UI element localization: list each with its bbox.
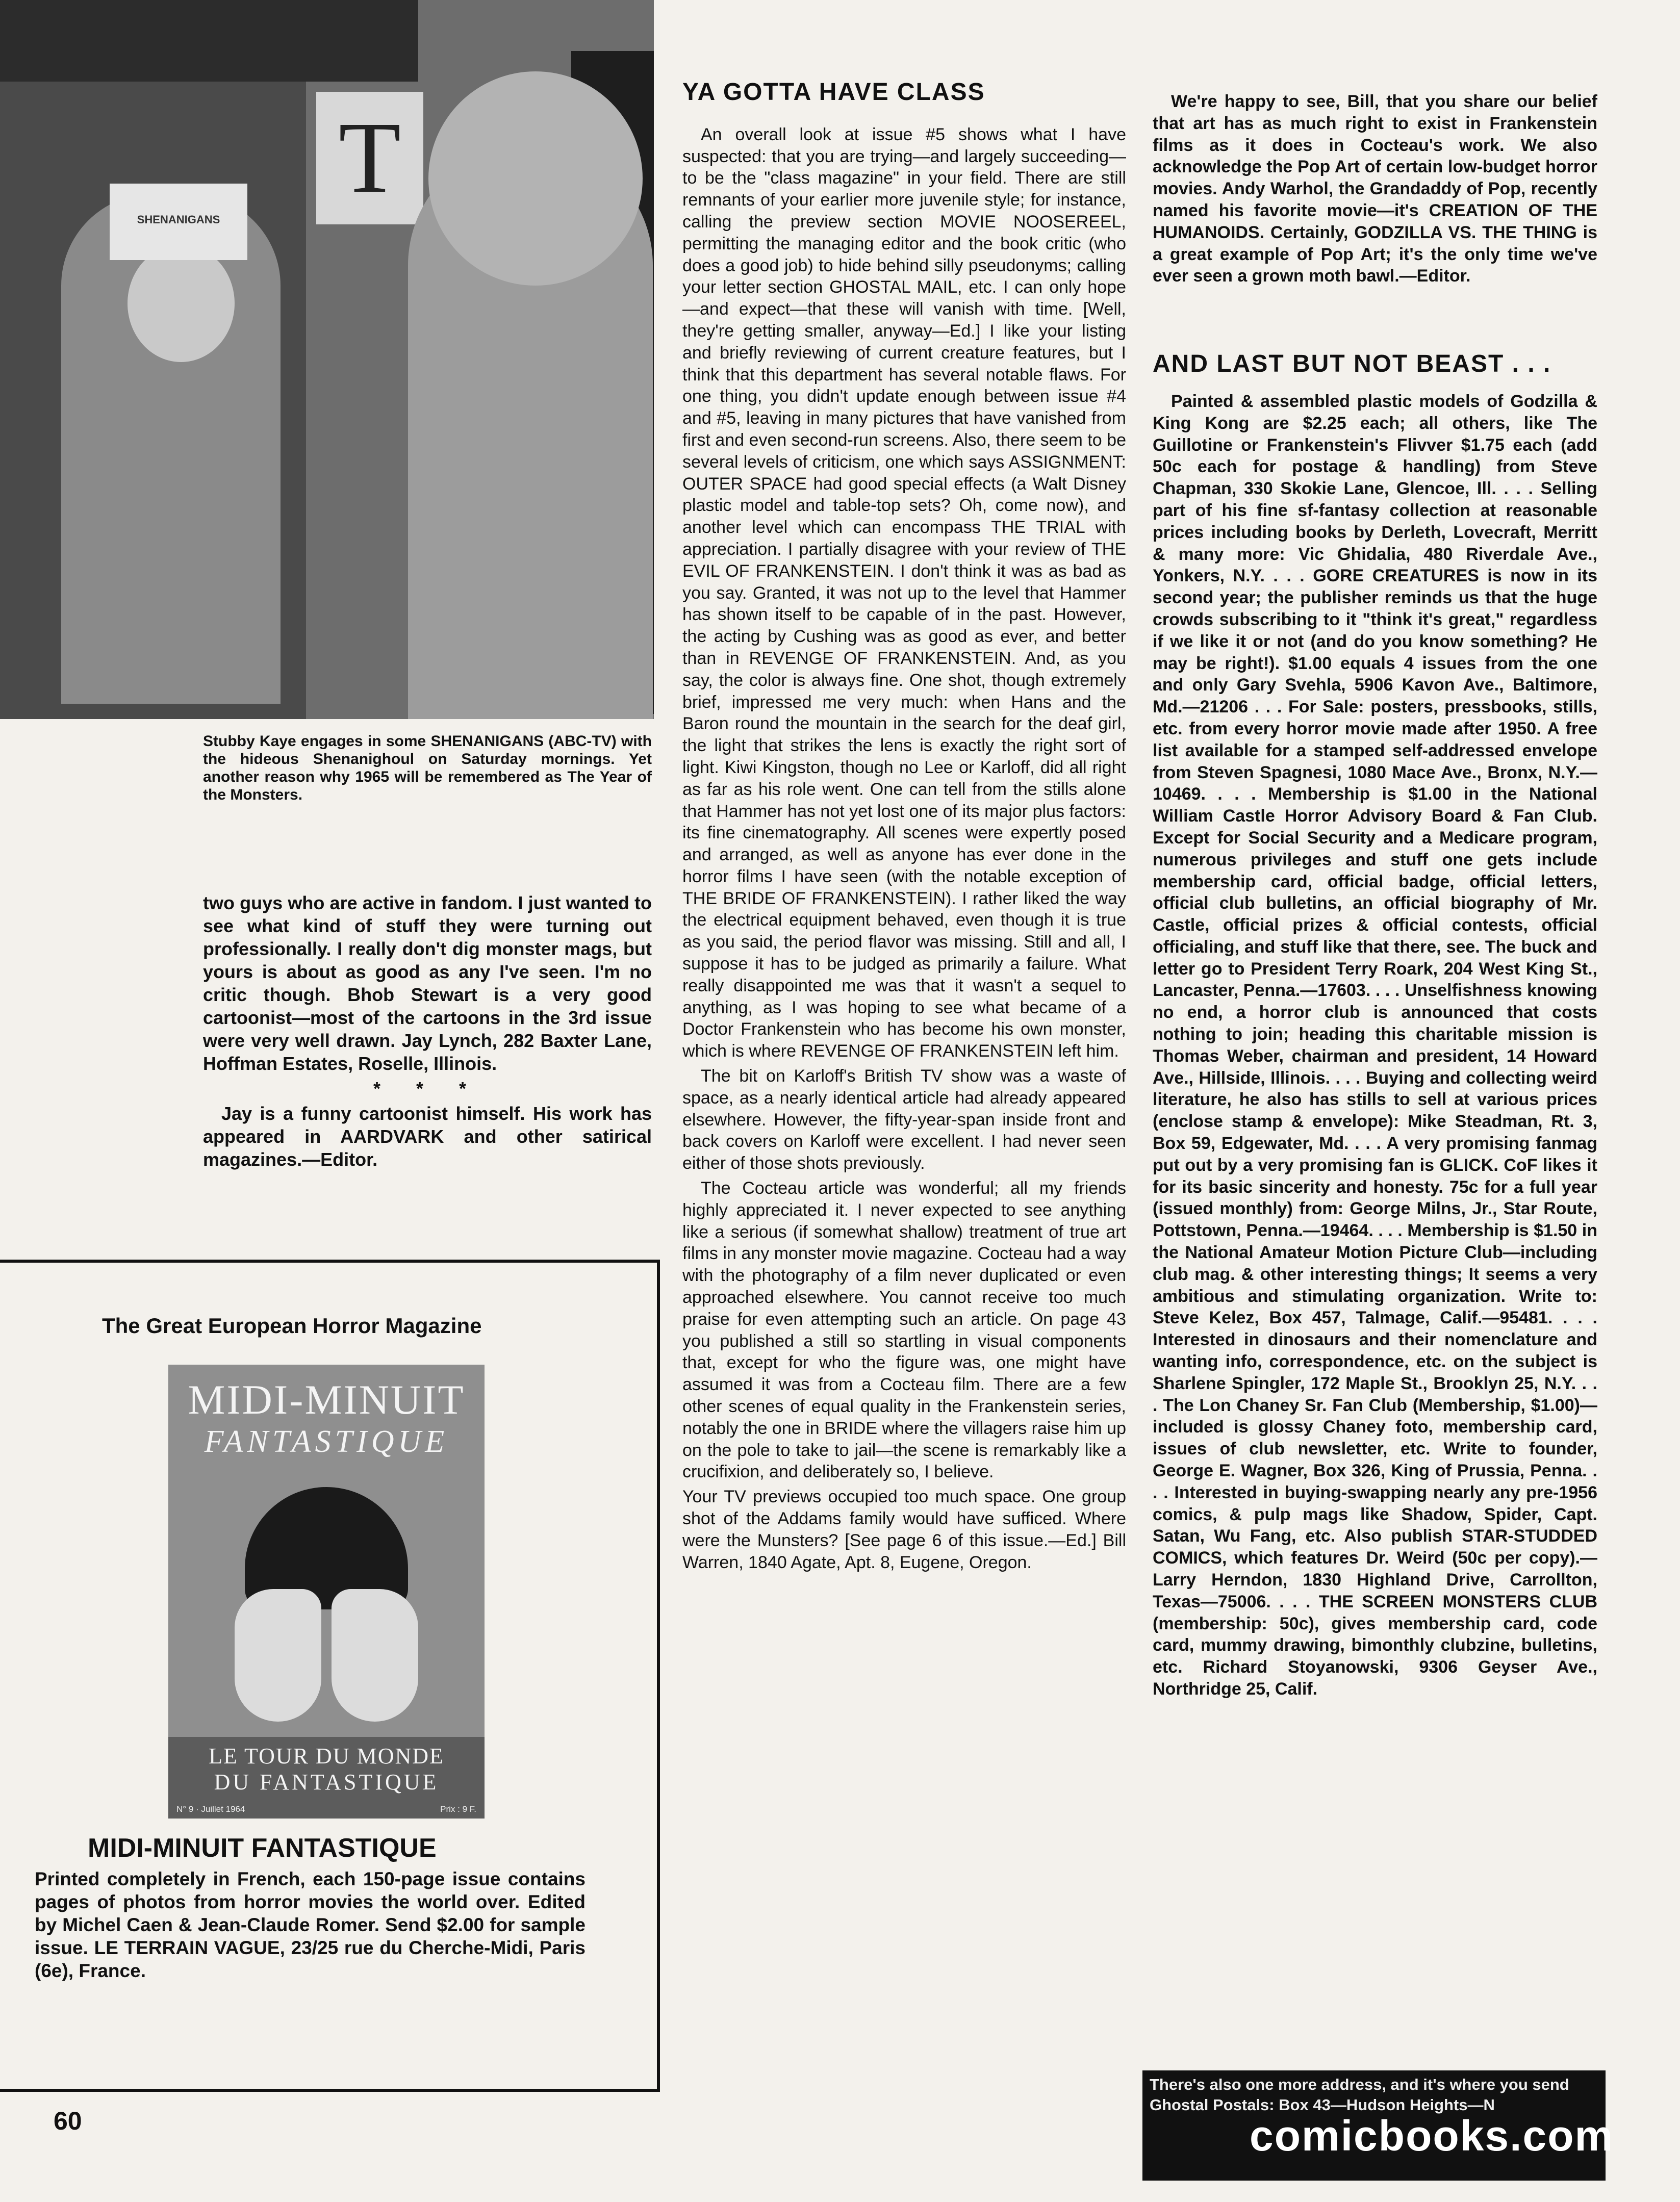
cover-title-line1: MIDI-MINUIT	[188, 1376, 465, 1423]
footer-note-text: There's also one more address, and it's where you send Ghostal Postals: Box 43—Hudson Heights—N	[1150, 2076, 1569, 2114]
beast-heading: AND LAST BUT NOT BEAST . . .	[1153, 350, 1551, 378]
photo-man-face	[128, 245, 235, 362]
fan-listings: Painted & assembled plastic models of Godzilla & King Kong are $2.25 each; all others, like The Guillotine or Frankenstein's Flivver $1.75 each (add 50c each for postage & handling) from Steve Chapman, 330 Skokie Lane, Glencoe, Ill. . . . Selling part of his fine sf-fantasy collection at reasonable prices including books by Derleth, Lovecraft, Merritt & many more: Vic Ghidalia, 480 Riverdale Ave., Yonkers, N.Y. . . . GORE CREATURES is now in its second year; the publisher reminds us that the huge crowds subscribing to it "think it's great," regardless if we like it or not (and do you know something? He may be right!). $1.00 equals 4 issues from the one and only Gary Svehla, 5906 Kavon Ave., Baltimore, Md.—21206 . . . For Sale: posters, pressbooks, stills, etc. from every horror movie made after 1950. A free list available for a stamped self-addressed envelope from Steven Spagnesi, 1080 Mace Ave., Bronx, N.Y.—10469. . . . Membership is $1.00 in the National William Castle Horror Advisory Board & Fan Club. Except for Social Security and a Medicare program, numerous privileges and stuff one gets include membership card, official badge, official letters, official club bulletins, an official biography of Mr. Castle, official prizes & official contests, official officialing, and stuff like that there, see. The buck and letter go to President Terry Roark, 204 West King St., Lancaster, Penna.—17603. . . . Unselfishness knowing no end, a horror club is announced that costs nothing to join; heading this charitable mission is Thomas Weber, chairman and president, 14 Howard Ave., Hillside, Illinois. . . . Buying and collecting weird literature, he also has stills to sell at various prices (enclose stamp & envelope): Mike Steadman, Rt. 3, Box 59, Edgewater, Md. . . . A very promising fanmag put out by a very promising fan is GLICK. CoF likes it for its basic sincerity and honesty. 75c for a full year (issued monthly) from: George Milns, Jr., Star Route, Pottstown, Penna.—19464. . . . Membership is $1.50 in the National Amateur Motion Picture Club—including club mag. & other interesting things; It seems a very ambitious and stimulating organization. Write to: Steve Kelez, Box 457, Talmage, Calif.—95481. . . . Interested in dinosaurs and their nomenclature and wanting info, correspondence, etc. on the subject is Sharlene Spingler, 172 Maple St., Brooklyn 25, N.Y. . . . The Lon Chaney Sr. Fan Club (Membership, $1.00)—included is glossy Chaney foto, membership card, issues of club newsletter, etc. Write to founder, George E. Wagner, Box 326, King of Prussia, Penna. . . . Interested in buying-swapping nearly any pre-1956 comics, & pulp mags like Shadow, Spider, Capt. Satan, Wu Fang, etc. Also publish STAR-STUDDED COMICS, which features Dr. Weird (50c per copy).—Larry Herndon, 1830 Highland Drive, Carrollton, Texas—75006. . . . THE SCREEN MONSTERS CLUB (membership: 50c), gives membership card, code card, mummy drawing, bimonthly clubzine, bulletins, etc. Richard Stoyanowski, 9306 Geyser Ave., Northridge 25, Calif.	[1153, 391, 1597, 1699]
cover-banner-line1: LE TOUR DU MONDE	[209, 1744, 444, 1769]
stubby-kaye-photo	[0, 0, 654, 719]
cover-issue: N° 9 · Juillet 1964	[176, 1804, 245, 1814]
right-column	[1153, 91, 1597, 1703]
cover-title-line2: FANTASTIQUE	[204, 1424, 449, 1459]
photo-hat	[110, 184, 247, 260]
midi-minuit-ad	[0, 1260, 660, 2092]
page-number: 60	[54, 2107, 82, 2135]
letter-paragraph-3: The Cocteau article was wonderful; all my friends highly appreciated it. I never expected to see anything like a serious (if somewhat shallow) treatment of true art films in any monster movie magazine. Cocteau had a way with the photography of a film never duplicated or even approached elsewhere. You cannot receive too much praise for even attempting such an article. On page 43 you published a still so startling in visual components that, except for who the figure was, one might have assumed it was from a Cocteau film. There are a few other scenes of equal quality in the Frankenstein series, notably the one in BRIDE where the villagers raise him up on the pole to take to jail—the scene is remarkably like a crucifixion, and deliberately so, I believe.	[682, 1179, 1126, 1482]
cover-banner-line2: DU FANTASTIQUE	[214, 1770, 439, 1795]
ad-title: MIDI-MINUIT FANTASTIQUE	[88, 1833, 437, 1863]
cover-face-left	[235, 1589, 321, 1722]
photo-sign-strip	[0, 0, 418, 82]
photo-sign-letter: T	[316, 92, 423, 224]
letter-paragraph-1: An overall look at issue #5 shows what I have suspected: that you are trying—and largely succeeding—to be the "class magazine" in your field. There are still remnants of your earlier more juvenile style; for instance, calling the preview section MOVIE NOOSEREEL, permitting the managing editor and the book critic (who does a good job) to hide behind silly pseudonyms; calling your letter section GHOSTAL MAIL, etc. I can only hope—and expect—that these will vanish with time. [Well, they're getting smaller, anyway—Ed.] I like your listing and briefly reviewing of current creature features, but I think that this department has several notable flaws. For one thing, you didn't update enough between issue #4 and #5, leaving in many pictures that have vanished from first and even second-run screens. Also, there seem to be several levels of criticism, one which says ASSIGNMENT: OUTER SPACE had good special effects (a Walt Disney plastic model and table-top sets? Oh, come now), and another level which can encompass THE TRIAL with appreciation. I partially disagree with your review of THE EVIL OF FRANKENSTEIN. I don't think it was as bad as you say. Granted, it was not up to the level that Hammer has shown itself to be capable of in the past. However, the acting by Cushing was as good as ever, and better than in REVENGE OF FRANKENSTEIN. And, as you say, the color is always fine. One shot, though extremely brief, impressed me very much: when Hans and the Baron round the mountain in the search for the deaf girl, the light that strikes the lens is exactly the right sort of light. Kiwi Kingston, though no Lee or Karloff, did all right as far as his role went. One can tell from the stills alone that Hammer has not yet lost one of its major plus factors: its fine cinematography. All scenes were expertly posed and arranged, as well as anyone has ever done in the horror films I have seen (with the notable exception of THE BRIDE OF FRANKENSTEIN). I rather liked the way the electrical equipment behaved, even though it is true as you said, the period flavor was missing. Still and all, I suppose it has to be judged as primarily a failure. What really disappointed me was that it wasn't a sequel to anything, as I was hoping to see what became of a Doctor Frankenstein who has become his own monster, which is where REVENGE OF FRANKENSTEIN left him.	[682, 124, 1126, 1061]
editor-reply-left: Jay is a funny cartoonist himself. His work has appeared in AARDVARK and other satirical magazines.—Editor.	[203, 1103, 652, 1170]
letter-paragraph-4: Your TV previews occupied too much space. One group shot of the Addams family would have sufficed. Where were the Munsters? [See page 6 of this issue.—Ed.] Bill Warren, 1840 Agate, Apt. 8, Eugene, Oregon.	[682, 1487, 1126, 1572]
cover-face-right	[332, 1589, 418, 1722]
photo-hat-text: SHENANIGANS	[137, 213, 220, 226]
watermark: comicbooks.com	[1250, 2112, 1614, 2160]
photo-monster-head	[428, 71, 643, 286]
magazine-cover	[168, 1365, 485, 1819]
ad-heading: The Great European Horror Magazine	[102, 1314, 482, 1338]
ad-body: Printed completely in French, each 150-page issue contains pages of photos from horror movies the world over. Edited by Michel Caen & Jean-Claude Romer. Send $2.00 for sample issue. LE TERRAIN VAGUE, 23/25 rue du Cherche-Midi, Paris (6e), France.	[35, 1868, 586, 1981]
cover-banner	[168, 1737, 485, 1819]
cover-portrait	[224, 1487, 428, 1722]
left-column	[203, 891, 652, 1174]
letter-paragraph-2: The bit on Karloff's British TV show was a waste of space, as a nearly identical article had already appeared elsewhere. However, the fifty-year-span inside front and back covers on Karloff were excellent. I had never seen either of those shots previously.	[682, 1066, 1126, 1173]
letter-continuation: two guys who are active in fandom. I just wanted to see what kind of stuff they were turning out professionally. I really don't dig monster mags, but yours is about as good as any I've seen. I'm no critic though. Bhob Stewart is a very good cartoonist—most of the cartoons in the 3rd issue were very well drawn. Jay Lynch, 282 Baxter Lane, Hoffman Estates, Roselle, Illinois.	[203, 892, 652, 1074]
cover-price: Prix : 9 F.	[440, 1804, 476, 1814]
class-heading: YA GOTTA HAVE CLASS	[682, 79, 985, 106]
photo-caption: Stubby Kaye engages in some SHENANIGANS (ABC-TV) with the hideous Shenanighoul on Saturday mornings. Yet another reason why 1965 will be remembered as The Year of the Monsters.	[203, 733, 652, 803]
separator: * * *	[373, 1078, 482, 1099]
editor-reply-right: We're happy to see, Bill, that you share our belief that art has as much right to exist in Frankenstein films as it does in Cocteau's work. We also acknowledge the Pop Art of certain low-budget horror movies. Andy Warhol, the Grandaddy of Pop, recently named his favorite movie—it's CREATION OF THE HUMANOIDS. Certainly, GODZILLA VS. THE THING is a great example of Pop Art; it's the only time we've ever seen a grown moth bawl.—Editor.	[1153, 92, 1597, 286]
middle-column	[682, 79, 1126, 1573]
